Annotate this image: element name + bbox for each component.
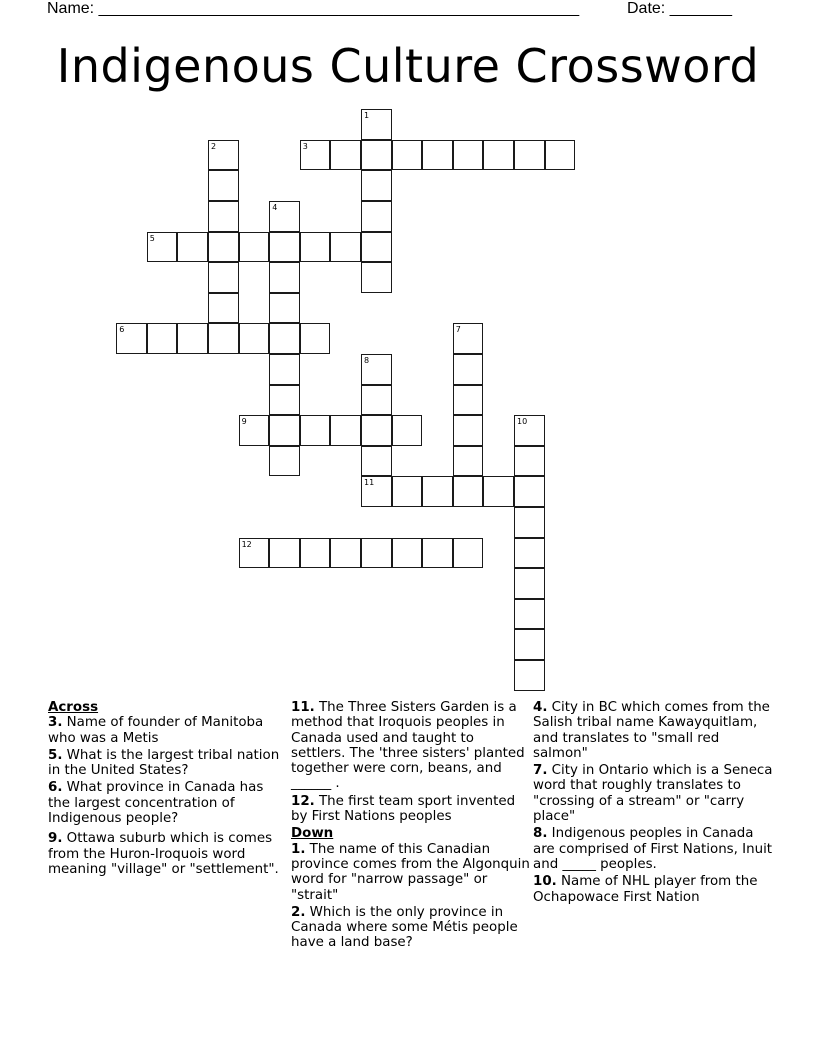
cell-letter-input[interactable] <box>423 539 452 568</box>
cell-letter-input[interactable] <box>454 447 483 476</box>
crossword-cell[interactable] <box>269 323 300 354</box>
crossword-cell[interactable] <box>453 538 484 569</box>
cell-letter-input[interactable] <box>515 416 544 445</box>
crossword-cell[interactable] <box>453 140 484 171</box>
clue-number-label: 12 <box>241 539 252 549</box>
cell-letter-input[interactable] <box>546 141 575 170</box>
clue-number: 10. <box>533 874 557 890</box>
clue-down-8 <box>533 826 773 872</box>
crossword-cell[interactable] <box>300 415 331 446</box>
cell-letter-input[interactable] <box>209 263 238 292</box>
clues-column-2 <box>291 700 531 953</box>
cell-letter-input[interactable] <box>240 233 269 262</box>
cell-letter-input[interactable] <box>515 508 544 537</box>
crossword-cell[interactable] <box>269 232 300 263</box>
cell-letter-input[interactable] <box>515 477 544 506</box>
clue-text: The first team sport invented by First Nations peoples <box>291 793 516 825</box>
crossword-cell[interactable] <box>453 385 484 416</box>
cell-letter-input[interactable] <box>270 386 299 415</box>
clue-text: City in Ontario which is a Seneca word that roughly translates to "crossing of a stream" or "carry place" <box>533 763 773 825</box>
clue-across-5 <box>48 748 288 779</box>
crossword-cell[interactable] <box>392 140 423 171</box>
crossword-cell[interactable] <box>514 415 545 446</box>
cell-letter-input[interactable] <box>362 110 391 139</box>
clue-down-1 <box>291 842 531 903</box>
down-heading: Down <box>291 826 334 842</box>
clue-number: 7. <box>533 763 548 779</box>
cell-letter-input[interactable] <box>362 263 391 292</box>
crossword-cell[interactable] <box>514 476 545 507</box>
crossword-cell[interactable] <box>361 354 392 385</box>
crossword-cell[interactable] <box>392 538 423 569</box>
clue-down-10 <box>533 874 773 905</box>
clue-text: Name of founder of Manitoba who was a Metis <box>48 715 264 746</box>
crossword-cell[interactable] <box>300 538 331 569</box>
crossword-cell[interactable] <box>208 323 239 354</box>
clue-number: 12. <box>291 793 315 809</box>
clue-number: 5. <box>48 747 63 763</box>
crossword-cell[interactable] <box>239 538 270 569</box>
cell-letter-input[interactable] <box>454 141 483 170</box>
cell-letter-input[interactable] <box>178 233 207 262</box>
crossword-cell[interactable] <box>361 262 392 293</box>
cell-letter-input[interactable] <box>240 416 269 445</box>
cell-letter-input[interactable] <box>301 141 330 170</box>
clue-text: What is the largest tribal nation in the United States? <box>48 747 280 779</box>
cell-letter-input[interactable] <box>301 539 330 568</box>
clue-across-12 <box>291 794 531 825</box>
crossword-cell[interactable] <box>208 201 239 232</box>
crossword-cell[interactable] <box>300 232 331 263</box>
cell-letter-input[interactable] <box>515 447 544 476</box>
clue-across-11 <box>291 700 531 792</box>
crossword-cell[interactable] <box>361 201 392 232</box>
cell-letter-input[interactable] <box>454 539 483 568</box>
cell-letter-input[interactable] <box>148 233 177 262</box>
cell-letter-input[interactable] <box>209 324 238 353</box>
cell-letter-input[interactable] <box>515 141 544 170</box>
clue-number-label: 3 <box>302 141 308 151</box>
clue-number-label: 8 <box>364 356 370 365</box>
crossword-cell[interactable] <box>269 293 300 324</box>
cell-letter-input[interactable] <box>301 233 330 262</box>
date-field-line[interactable]: Date: _______ <box>627 0 732 17</box>
crossword-cell[interactable] <box>361 415 392 446</box>
crossword-cell[interactable] <box>453 476 484 507</box>
crossword-cell[interactable] <box>514 599 545 630</box>
name-field-line[interactable]: Name: ______________________________________________________ <box>47 0 580 17</box>
crossword-cell[interactable] <box>361 170 392 201</box>
clue-text: The Three Sisters Garden is a method that Iroquois peoples in Canada used and taught to settlers. The 'three sisters' planted together were corn, beans, and ______ . <box>291 700 525 792</box>
clue-number: 4. <box>533 700 548 715</box>
clue-down-4 <box>533 700 773 761</box>
cell-letter-input[interactable] <box>393 416 422 445</box>
crossword-cell[interactable] <box>453 415 484 446</box>
cell-letter-input[interactable] <box>209 233 238 262</box>
cell-letter-input[interactable] <box>270 233 299 262</box>
crossword-cell[interactable] <box>239 323 270 354</box>
across-heading: Across <box>48 700 99 715</box>
crossword-cell[interactable] <box>361 446 392 477</box>
cell-letter-input[interactable] <box>362 447 391 476</box>
cell-letter-input[interactable] <box>270 202 299 231</box>
cell-letter-input[interactable] <box>270 539 299 568</box>
crossword-cell[interactable] <box>330 415 361 446</box>
cell-letter-input[interactable] <box>454 355 483 384</box>
crossword-cell[interactable] <box>208 170 239 201</box>
cell-letter-input[interactable] <box>117 324 146 353</box>
crossword-cell[interactable] <box>116 323 147 354</box>
crossword-cell[interactable] <box>514 507 545 538</box>
crossword-cell[interactable] <box>300 140 331 171</box>
cell-letter-input[interactable] <box>362 171 391 200</box>
crossword-cell[interactable] <box>330 232 361 263</box>
crossword-cell[interactable] <box>361 232 392 263</box>
crossword-cell[interactable] <box>147 323 178 354</box>
crossword-cell[interactable] <box>453 446 484 477</box>
crossword-cell[interactable] <box>269 201 300 232</box>
clue-number-label: 5 <box>149 233 155 243</box>
clue-text: Indigenous peoples in Canada are comprised of First Nations, Inuit and _____ peoples. <box>533 826 773 872</box>
clue-text: City in BC which comes from the Salish tribal name Kawayquitlam, and translates to "small red salmon" <box>533 700 770 761</box>
crossword-cell[interactable] <box>269 354 300 385</box>
clue-number: 1. <box>291 841 306 857</box>
crossword-cell[interactable] <box>514 446 545 477</box>
clue-text: Which is the only province in Canada where some Métis people have a land base? <box>291 904 518 951</box>
cell-letter-input[interactable] <box>484 477 513 506</box>
cell-letter-input[interactable] <box>454 386 483 415</box>
cell-letter-input[interactable] <box>362 355 391 384</box>
cell-letter-input[interactable] <box>454 416 483 445</box>
cell-letter-input[interactable] <box>331 539 360 568</box>
clue-number: 11. <box>291 700 315 715</box>
clue-number-label: 9 <box>241 417 247 427</box>
cell-letter-input[interactable] <box>209 294 238 323</box>
cell-letter-input[interactable] <box>515 539 544 568</box>
crossword-cell[interactable] <box>361 140 392 171</box>
crossword-cell[interactable] <box>269 385 300 416</box>
clue-text: Name of NHL player from the Ochapowace First Nation <box>533 874 758 905</box>
cell-letter-input[interactable] <box>515 661 544 690</box>
cell-letter-input[interactable] <box>515 600 544 629</box>
clue-down-2 <box>291 905 531 951</box>
crossword-cell[interactable] <box>392 415 423 446</box>
crossword-cell[interactable] <box>147 232 178 263</box>
crossword-cell[interactable] <box>208 232 239 263</box>
cell-letter-input[interactable] <box>454 324 483 353</box>
cell-letter-input[interactable] <box>270 416 299 445</box>
clue-number: 3. <box>48 715 63 731</box>
clue-number: 2. <box>291 904 306 920</box>
crossword-cell[interactable] <box>514 660 545 691</box>
cell-letter-input[interactable] <box>515 630 544 659</box>
crossword-cell[interactable] <box>269 446 300 477</box>
clue-number-label: 11 <box>364 478 375 488</box>
cell-letter-input[interactable] <box>331 233 360 262</box>
cell-letter-input[interactable] <box>331 141 360 170</box>
clue-number-label: 6 <box>119 325 125 335</box>
crossword-cell[interactable] <box>483 140 514 171</box>
crossword-cell[interactable] <box>269 538 300 569</box>
cell-letter-input[interactable] <box>393 539 422 568</box>
clues-column-3 <box>533 700 773 907</box>
crossword-cell[interactable] <box>422 476 453 507</box>
clue-down-7 <box>533 763 773 824</box>
cell-letter-input[interactable] <box>270 355 299 384</box>
cell-letter-input[interactable] <box>270 324 299 353</box>
crossword-cell[interactable] <box>239 232 270 263</box>
clues-column-1 <box>48 700 288 879</box>
cell-letter-input[interactable] <box>301 324 330 353</box>
clue-number: 9. <box>48 831 63 847</box>
cell-letter-input[interactable] <box>484 141 513 170</box>
clue-across-9 <box>48 831 288 877</box>
cell-letter-input[interactable] <box>362 141 391 170</box>
cell-letter-input[interactable] <box>270 447 299 476</box>
cell-letter-input[interactable] <box>178 324 207 353</box>
cell-letter-input[interactable] <box>362 386 391 415</box>
page-title: Indigenous Culture Crossword <box>56 39 760 93</box>
cell-letter-input[interactable] <box>331 416 360 445</box>
crossword-cell[interactable] <box>300 323 331 354</box>
cell-letter-input[interactable] <box>393 141 422 170</box>
crossword-cell[interactable] <box>208 262 239 293</box>
crossword-cell[interactable] <box>177 232 208 263</box>
crossword-cell[interactable] <box>514 568 545 599</box>
crossword-cell[interactable] <box>422 538 453 569</box>
crossword-cell[interactable] <box>269 262 300 293</box>
cell-letter-input[interactable] <box>209 171 238 200</box>
crossword-cell[interactable] <box>269 415 300 446</box>
cell-letter-input[interactable] <box>423 477 452 506</box>
crossword-cell[interactable] <box>453 323 484 354</box>
clue-text: What province in Canada has the largest concentration of Indigenous people? <box>48 780 264 827</box>
cell-letter-input[interactable] <box>270 263 299 292</box>
clue-number-label: 10 <box>517 417 528 427</box>
cell-letter-input[interactable] <box>393 477 422 506</box>
clue-across-6 <box>48 780 288 826</box>
cell-letter-input[interactable] <box>148 324 177 353</box>
crossword-cell[interactable] <box>545 140 576 171</box>
crossword-cell[interactable] <box>361 109 392 140</box>
crossword-cell[interactable] <box>208 140 239 171</box>
crossword-cell[interactable] <box>208 293 239 324</box>
crossword-cell[interactable] <box>177 323 208 354</box>
clue-text: The name of this Canadian province comes from the Algonquin word for "narrow passage" or "strait" <box>291 841 530 903</box>
crossword-cell[interactable] <box>514 140 545 171</box>
cell-letter-input[interactable] <box>240 324 269 353</box>
clue-number-label: 1 <box>364 111 370 121</box>
cell-letter-input[interactable] <box>362 477 391 506</box>
clue-number: 6. <box>48 780 63 796</box>
cell-letter-input[interactable] <box>301 416 330 445</box>
clue-text: Ottawa suburb which is comes from the Huron-Iroquois word meaning "village" or "settlement". <box>48 831 279 877</box>
cell-letter-input[interactable] <box>423 141 452 170</box>
crossword-cell[interactable] <box>361 385 392 416</box>
cell-letter-input[interactable] <box>515 569 544 598</box>
crossword-cell[interactable] <box>422 140 453 171</box>
cell-letter-input[interactable] <box>362 233 391 262</box>
clue-number: 8. <box>533 826 548 842</box>
crossword-cell[interactable] <box>330 538 361 569</box>
clue-number-label: 4 <box>272 203 278 212</box>
cell-letter-input[interactable] <box>270 294 299 323</box>
crossword-cell[interactable] <box>453 354 484 385</box>
cell-letter-input[interactable] <box>362 539 391 568</box>
crossword-cell[interactable] <box>392 476 423 507</box>
clue-number-label: 2 <box>211 141 217 151</box>
crossword-cell[interactable] <box>514 629 545 660</box>
cell-letter-input[interactable] <box>362 202 391 231</box>
cell-letter-input[interactable] <box>209 141 238 170</box>
crossword-cell[interactable] <box>361 538 392 569</box>
clue-number-label: 7 <box>455 325 461 335</box>
cell-letter-input[interactable] <box>362 416 391 445</box>
cell-letter-input[interactable] <box>454 477 483 506</box>
crossword-cell[interactable] <box>514 538 545 569</box>
crossword-cell[interactable] <box>239 415 270 446</box>
cell-letter-input[interactable] <box>240 539 269 568</box>
clue-across-3 <box>48 715 288 746</box>
cell-letter-input[interactable] <box>209 202 238 231</box>
crossword-cell[interactable] <box>330 140 361 171</box>
crossword-cell[interactable] <box>483 476 514 507</box>
crossword-cell[interactable] <box>361 476 392 507</box>
